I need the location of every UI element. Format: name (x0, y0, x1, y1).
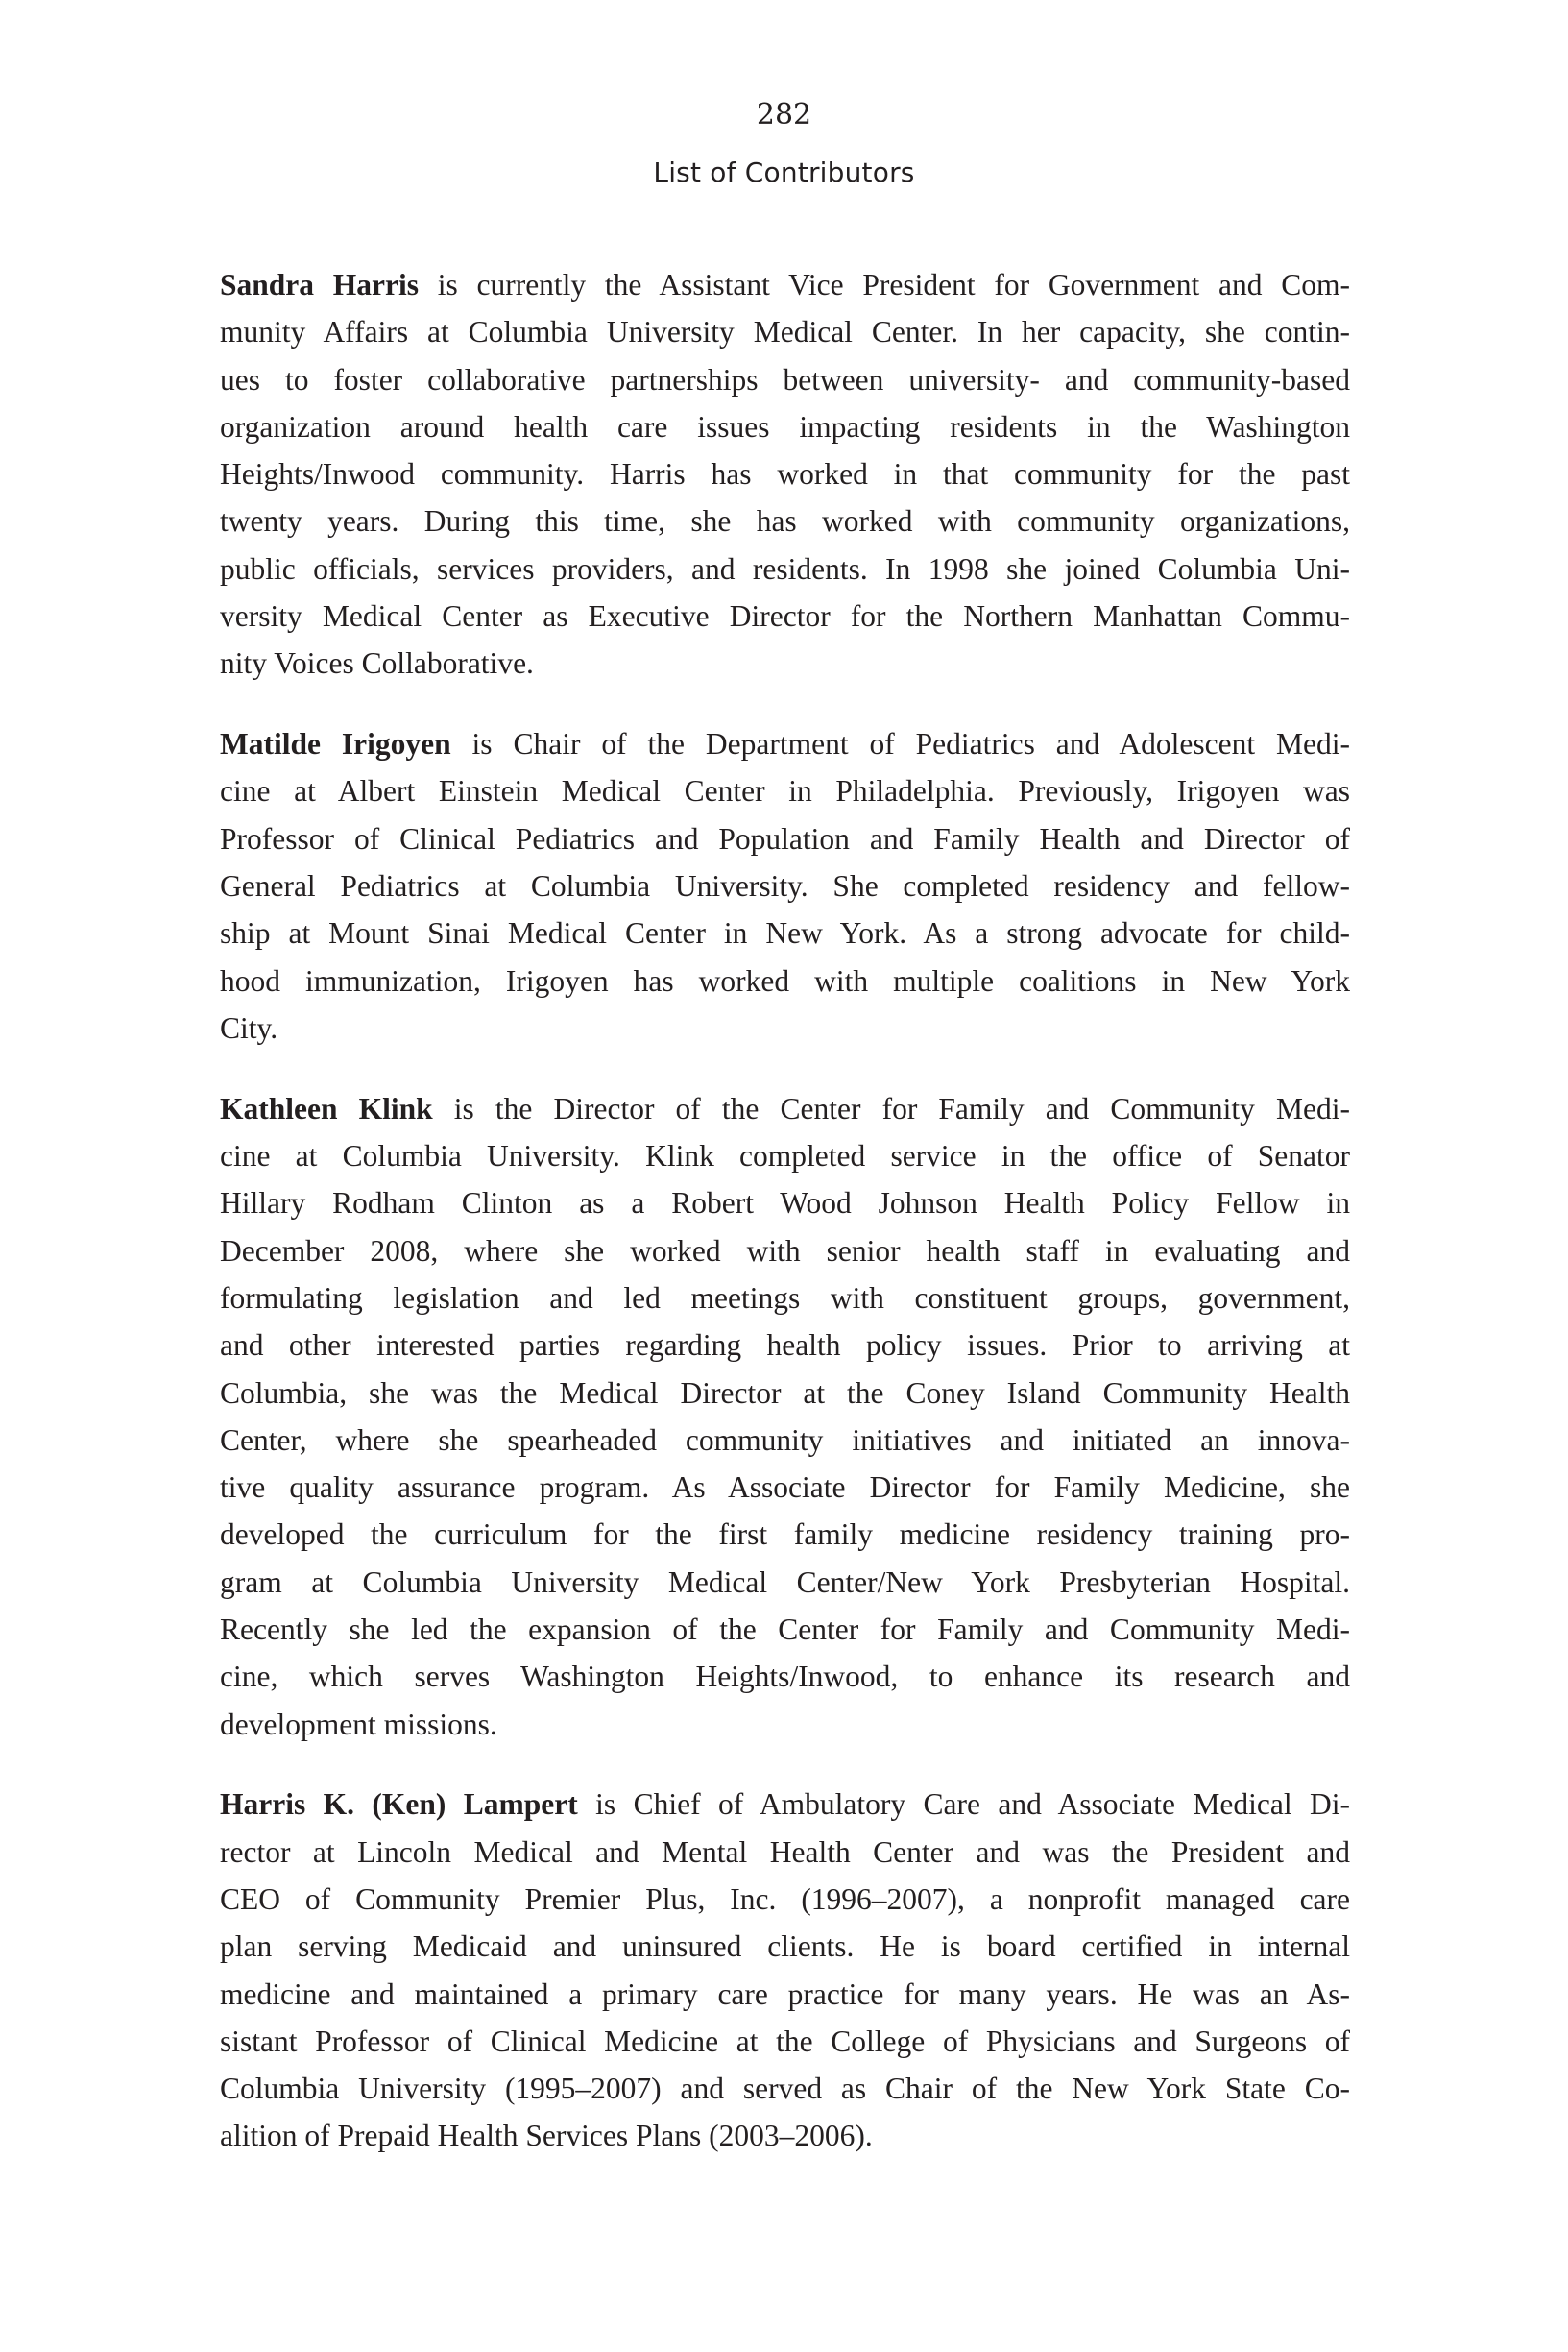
bio-line: nity Voices Collaborative. (220, 646, 534, 681)
bio-line: developed the curriculum for the first family medicine residency training pro- (220, 1517, 1350, 1552)
bio-line: gram at Columbia University Medical Center/New York Presbyterian Hospital. (220, 1564, 1350, 1599)
bio-line (220, 261, 1350, 308)
bio-line: City. (220, 1010, 278, 1045)
running-head: List of Contributors (653, 157, 915, 188)
bio-line: ship at Mount Sinai Medical Center in New York. As a strong advocate for child- (220, 916, 1350, 951)
bio-line (220, 720, 1350, 767)
bio-line: plan serving Medicaid and uninsured clients. He is board certified in internal (220, 1929, 1350, 1964)
bio-line: organization around health care issues impacting residents in the Washington (220, 409, 1350, 444)
bio-line: Recently she led the expansion of the Center for Family and Community Medi- (220, 1612, 1350, 1647)
bio-line: medicine and maintained a primary care practice for many years. He was an As- (220, 1976, 1350, 2011)
bio-line: munity Affairs at Columbia University Medical Center. In her capacity, she contin- (220, 315, 1350, 350)
bio-line: Center, where she spearheaded community initiatives and initiated an innova- (220, 1422, 1350, 1457)
contributor-entry (220, 261, 1350, 688)
bio-line: and other interested parties regarding health policy issues. Prior to arriving at (220, 1328, 1350, 1363)
bio-line (220, 1085, 1350, 1132)
contributor-name: Matilde Irigoyen (220, 727, 451, 762)
bio-line: cine at Columbia University. Klink completed service in the office of Senator (220, 1139, 1350, 1174)
bio-line: Heights/Inwood community. Harris has worked in that community for the past (220, 457, 1350, 492)
bio-line: tive quality assurance program. As Associate Director for Family Medicine, she (220, 1470, 1350, 1505)
bio-line: cine, which serves Washington Heights/Inwood, to enhance its research and (220, 1660, 1350, 1694)
bio-line: Columbia University (1995–2007) and served as Chair of the New York State Co- (220, 2072, 1350, 2106)
bio-line: hood immunization, Irigoyen has worked with multiple coalitions in New York (220, 963, 1350, 998)
bio-text: is currently the Assistant Vice President for Government and Com- (419, 268, 1350, 302)
bio-line: ues to foster collaborative partnerships between university- and community-based (220, 362, 1350, 397)
bio-line: sistant Professor of Clinical Medicine at the College of Physicians and Surgeons of (220, 2024, 1350, 2058)
bio-line: Columbia, she was the Medical Director at the Coney Island Community Health (220, 1375, 1350, 1410)
bio-line: CEO of Community Premier Plus, Inc. (1996–2007), a nonprofit managed care (220, 1882, 1350, 1916)
bio-text: is Chief of Ambulatory Care and Associate Medical Di- (577, 1787, 1350, 1822)
bio-text: is Chair of the Department of Pediatrics and Adolescent Medi- (450, 727, 1350, 762)
contributor-entry (220, 720, 1350, 1052)
bio-line: rector at Lincoln Medical and Mental Health Center and was the President and (220, 1834, 1350, 1869)
contributor-name: Kathleen Klink (220, 1091, 433, 1126)
page-number: 282 (756, 98, 812, 132)
bio-text: is the Director of the Center for Family and Community Medi- (432, 1091, 1350, 1126)
contributor-entry (220, 1781, 1350, 2159)
bio-line: Professor of Clinical Pediatrics and Population and Family Health and Director of (220, 821, 1350, 856)
bio-line: public officials, services providers, and residents. In 1998 she joined Columbia Uni- (220, 551, 1350, 586)
bio-line: December 2008, where she worked with senior health staff in evaluating and (220, 1233, 1350, 1268)
bio-line: development missions. (220, 1707, 497, 1741)
bio-line: Hillary Rodham Clinton as a Robert Wood Johnson Health Policy Fellow in (220, 1186, 1350, 1221)
contributor-name: Sandra Harris (220, 268, 419, 302)
bio-line: twenty years. During this time, she has worked with community organizations, (220, 504, 1350, 539)
contributors-list (220, 261, 1350, 2193)
bio-line: alition of Prepaid Health Services Plans (2003–2006). (220, 2119, 873, 2153)
bio-line: versity Medical Center as Executive Director for the Northern Manhattan Commu- (220, 599, 1350, 634)
contributor-entry (220, 1085, 1350, 1748)
bio-line: General Pediatrics at Columbia University. She completed residency and fellow- (220, 869, 1350, 904)
bio-line (220, 1781, 1350, 1828)
bio-line: cine at Albert Einstein Medical Center in Philadelphia. Previously, Irigoyen was (220, 774, 1350, 809)
bio-line: formulating legislation and led meetings with constituent groups, government, (220, 1280, 1350, 1315)
contributor-name: Harris K. (Ken) Lampert (220, 1787, 578, 1822)
